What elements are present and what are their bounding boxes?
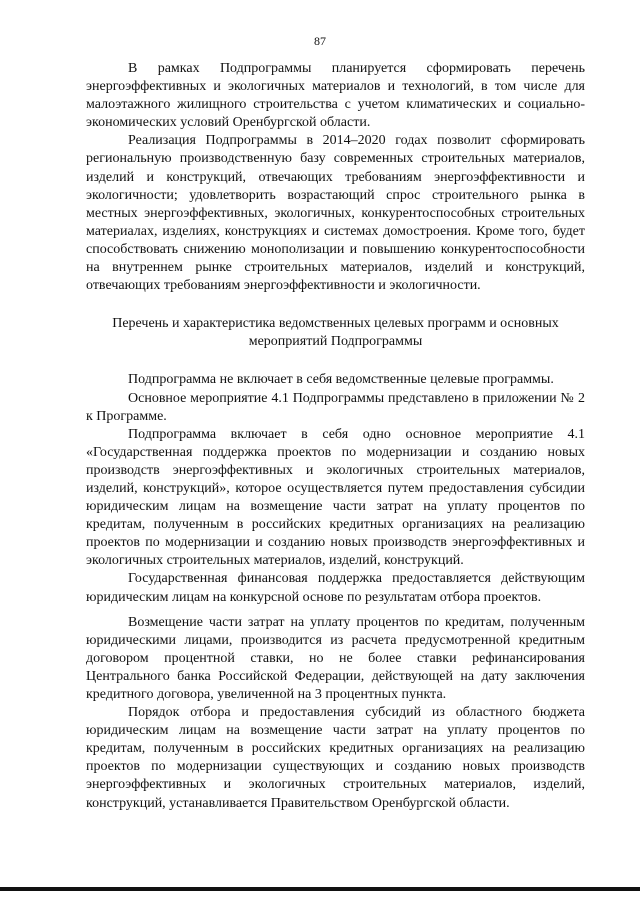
paragraph: Реализация Подпрограммы в 2014–2020 годах позволит сформировать региональную производственную базу современных строительных материалов, изделий и конструкций, отвечающих требованиям энергоэффективности и экологичности; удовлетворить возрастающий спрос строительного рынка в местных энергоэффективных, экологичных, конкурентоспособных строительных материалах, изделиях, конструкциях и системах домостроения. Кроме того, будет способствовать снижению монополизации и повышению конкурентоспособности на внутреннем рынке строительных материалов, изделий и конструкций, отвечающих требованиям энергоэффективности и экологичности.: [86, 133, 585, 294]
paragraph: Возмещение части затрат на уплату процентов по кредитам, полученным юридическими лицами, производится из расчета предусмотренной кредитным договором процентной ставки, но не более ставки рефинансирования Центрального банка Российской Федерации, действующей на дату заключения кредитного договора, увеличенной на 3 процентных пункта.: [86, 614, 585, 702]
document-body: [86, 60, 585, 813]
paragraph: Подпрограмма включает в себя одно основное мероприятие 4.1 «Государственная поддержка проектов по модернизации и созданию новых производств энергоэффективных и экологичных строительных материалов, изделий, конструкций», которое осуществляется путем предоставления субсидии юридическим лицам на возмещение части затрат на уплату процентов по кредитам, полученным в российских кредитных организациях на реализацию проектов по модернизации и созданию новых производств энергоэффективных и экологичных строительных материалов, изделий, конструкций.: [86, 426, 585, 569]
bottom-scan-border: [0, 887, 640, 891]
page-number: 87: [314, 34, 326, 48]
paragraph: Подпрограмма не включает в себя ведомственные целевые программы.: [128, 372, 554, 388]
paragraph: Государственная финансовая поддержка предоставляется действующим юридическим лицам на конкурсной основе по результатам отбора проектов.: [86, 571, 585, 605]
paragraph: Основное мероприятие 4.1 Подпрограммы представлено в приложении № 2 к Программе.: [86, 390, 585, 424]
paragraph: В рамках Подпрограммы планируется сформировать перечень энергоэффективных и экологичных материалов и технологий, в том числе для малоэтажного жилищного строительства с учетом климатических и социально-экономических условий Оренбургской области.: [86, 61, 585, 131]
section-heading: Перечень и характеристика ведомственных целевых программ и основных мероприятий Подпрограммы: [112, 316, 559, 350]
paragraph: Порядок отбора и предоставления субсидий из областного бюджета юридическим лицам на возмещение части затрат на уплату процентов по кредитам, полученным в российских кредитных организациях на реализацию проектов по модернизации существующих и созданию новых производств энергоэффективных и экологичных строительных материалов, изделий, конструкций, устанавливается Правительством Оренбургской области.: [86, 705, 585, 811]
